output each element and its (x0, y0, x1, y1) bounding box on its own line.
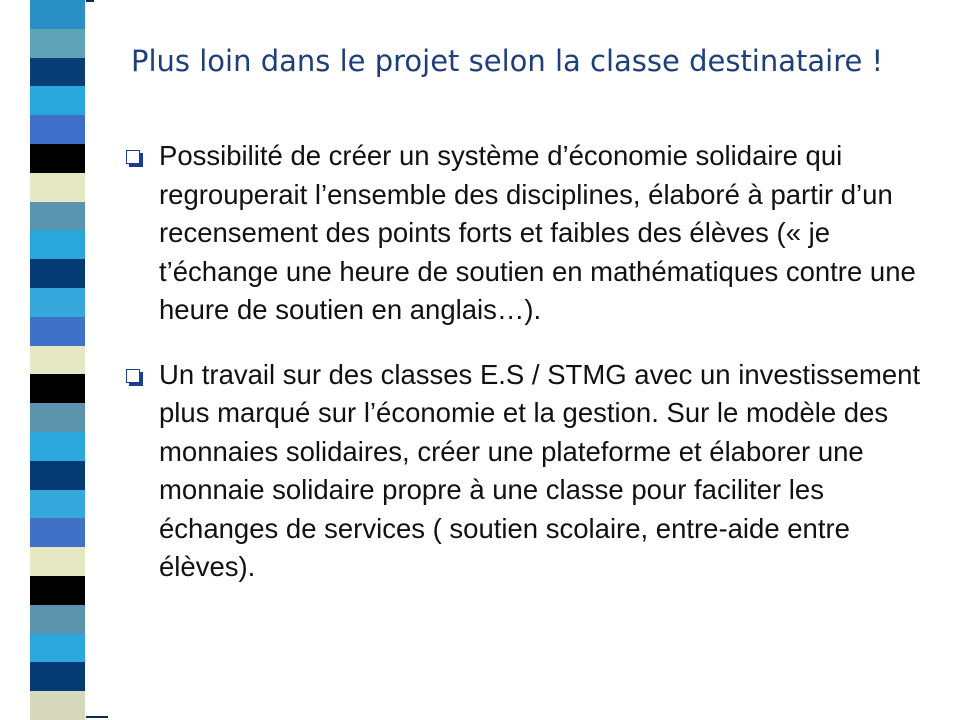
stripe-segment (30, 461, 85, 490)
stripe-segment (30, 605, 85, 634)
stripe-segment (30, 576, 85, 605)
stripe-segment (30, 518, 85, 547)
stripe-segment (30, 691, 85, 720)
stripe-segment (30, 58, 85, 87)
bullet-item-economie-solidaire (122, 137, 932, 330)
bullet-list (122, 137, 932, 613)
square-bullet-icon (126, 150, 140, 164)
stripe-segment (30, 29, 85, 58)
stripe-segment (30, 230, 85, 259)
bullet-text: Un travail sur des classes E.S / STMG avec un investissement plus marqué sur l’économie et la gestion. Sur le modèle des monnaies solidaires, créer une plateforme et élaborer une monnaie solidaire propre à une classe pour faciliter les échanges de services ( soutien scolaire, entre-aide entre élèves). (159, 358, 921, 582)
stripe-segment (30, 0, 85, 29)
stripe-segment (30, 173, 85, 202)
stripe-segment (30, 662, 85, 691)
stripe-segment (30, 490, 85, 519)
slide-title: Plus loin dans le projet selon la classe destinataire ! (131, 44, 884, 78)
stripe-segment (30, 547, 85, 576)
stripe-segment (30, 403, 85, 432)
stripe-segment (30, 317, 85, 346)
square-bullet-icon (126, 369, 140, 383)
stripe-segment (30, 86, 85, 115)
top-accent-line (86, 0, 94, 2)
stripe-segment (30, 144, 85, 173)
stripe-segment (30, 115, 85, 144)
bottom-accent-line (86, 716, 108, 718)
stripe-segment (30, 374, 85, 403)
stripe-segment (30, 346, 85, 375)
bullet-text: Possibilité de créer un système d’économie solidaire qui regrouperait l’ensemble des disciplines, élaboré à partir d’un recensement des points forts et faibles des élèves (« je t’échange une heure de soutien en mathématiques contre une heure de soutien en anglais…). (159, 140, 916, 325)
stripe-segment (30, 432, 85, 461)
stripe-segment (30, 259, 85, 288)
bullet-item-monnaie-solidaire (122, 356, 932, 587)
stripe-segment (30, 634, 85, 663)
stripe-segment (30, 202, 85, 231)
decorative-color-stripe (30, 0, 85, 720)
stripe-segment (30, 288, 85, 317)
